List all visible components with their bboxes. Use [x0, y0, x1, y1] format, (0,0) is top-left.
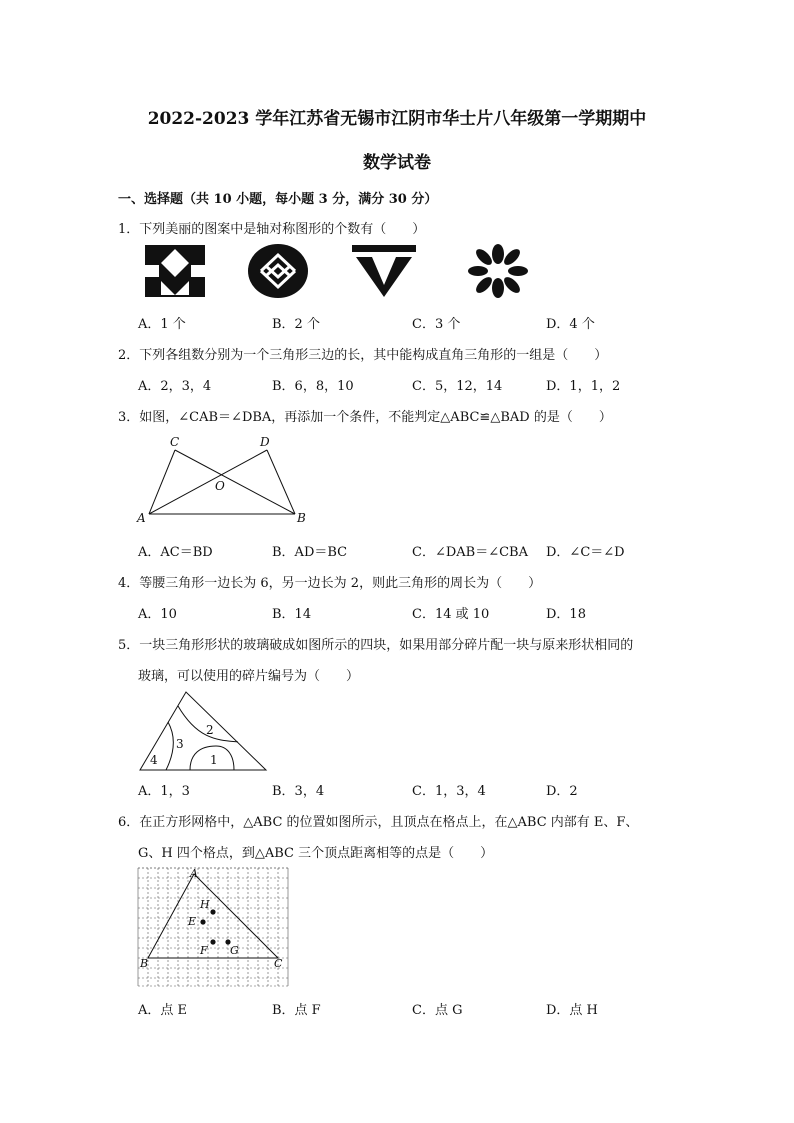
q6-label-b: B: [140, 957, 149, 970]
q1-option-b: B．2 个: [272, 317, 320, 332]
pattern-3-icon: [352, 245, 416, 297]
paper-title-line2: 数学试卷: [363, 153, 431, 173]
q6-label-h: H: [200, 898, 210, 911]
q6-label-f: F: [200, 944, 208, 957]
q5-option-a: A．1，3: [138, 784, 190, 799]
q3-option-a: A．AC＝BD: [138, 545, 213, 560]
q6-option-d: D．点 H: [546, 1003, 598, 1018]
q6-option-c: C．点 G: [412, 1003, 463, 1018]
q3-label-a: A: [137, 511, 146, 525]
q4-option-d: D．18: [546, 607, 586, 622]
q3-option-b: B．AD＝BC: [272, 545, 348, 560]
q5-piece-2-label: 2: [206, 723, 214, 737]
q2-option-c: C．5，12，14: [412, 379, 503, 394]
question-2-stem: 2．下列各组数分别为一个三角形三边的长，其中能构成直角三角形的一组是（ ）: [118, 348, 608, 363]
q6-grid-figure: [138, 866, 288, 986]
q6-point-h: [210, 909, 215, 914]
q2-option-d: D．1，1，2: [546, 379, 621, 394]
q3-label-d: D: [260, 435, 270, 449]
q5-option-b: B．3，4: [272, 784, 325, 799]
q6-option-a: A．点 E: [138, 1003, 188, 1018]
q5-option-c: C．1，3，4: [412, 784, 486, 799]
question-5-stem-line2: 玻璃，可以使用的碎片编号为（ ）: [138, 669, 360, 684]
q6-option-b: B．点 F: [272, 1003, 321, 1018]
q2-option-b: B．6，8，10: [272, 379, 354, 394]
q3-label-o: O: [215, 479, 225, 493]
question-1-stem: 1．下列美丽的图案中是轴对称图形的个数有（ ）: [118, 222, 426, 237]
q3-label-c: C: [170, 435, 180, 449]
question-4-stem: 4．等腰三角形一边长为 6，另一边长为 2，则此三角形的周长为（ ）: [118, 576, 542, 591]
pattern-4-icon: [467, 243, 529, 299]
q1-option-d: D．4 个: [546, 317, 595, 332]
q3-option-d: D．∠C＝∠D: [546, 545, 625, 560]
q4-option-b: B．14: [272, 607, 312, 622]
q1-option-c: C．3 个: [412, 317, 461, 332]
q6-label-g: G: [230, 944, 239, 957]
q5-figure: [138, 690, 268, 772]
q4-option-c: C．14 或 10: [412, 607, 490, 622]
question-6-stem-line2: G、H 四个格点，到△ABC 三个顶点距离相等的点是（ ）: [138, 846, 494, 861]
section-heading: 一、选择题（共 10 小题，每小题 3 分，满分 30 分）: [118, 192, 438, 207]
pattern-2-icon: [247, 243, 309, 299]
q6-label-e: E: [188, 915, 197, 928]
q1-option-a: A．1 个: [138, 317, 186, 332]
q6-point-e: [200, 919, 205, 924]
q3-label-b: B: [297, 511, 306, 525]
q6-label-a: A: [190, 867, 198, 880]
question-5-stem-line1: 5．一块三角形形状的玻璃破成如图所示的四块，如果用部分碎片配一块与原来形状相同的: [118, 638, 634, 653]
q5-piece-1-label: 1: [210, 753, 218, 767]
q3-option-c: C．∠DAB＝∠CBA: [412, 545, 528, 560]
pattern-1-icon: [145, 245, 205, 297]
question-6-stem-line1: 6．在正方形网格中，△ABC 的位置如图所示，且顶点在格点上，在△ABC 内部有 E、F、: [118, 815, 639, 830]
q6-label-c: C: [274, 957, 283, 970]
q5-piece-3-label: 3: [176, 737, 184, 751]
q5-option-d: D．2: [546, 784, 578, 799]
q5-piece-4-label: 4: [150, 753, 158, 767]
q6-point-f: [210, 939, 215, 944]
question-3-stem: 3．如图，∠CAB＝∠DBA，再添加一个条件，不能判定△ABC≌△BAD 的是（ ）: [118, 410, 612, 425]
q4-option-a: A．10: [138, 607, 177, 622]
paper-title-line1: 2022-2023 学年江苏省无锡市江阴市华士片八年级第一学期期中: [147, 109, 647, 129]
q2-option-a: A．2，3，4: [138, 379, 212, 394]
q3-figure: [135, 432, 315, 526]
